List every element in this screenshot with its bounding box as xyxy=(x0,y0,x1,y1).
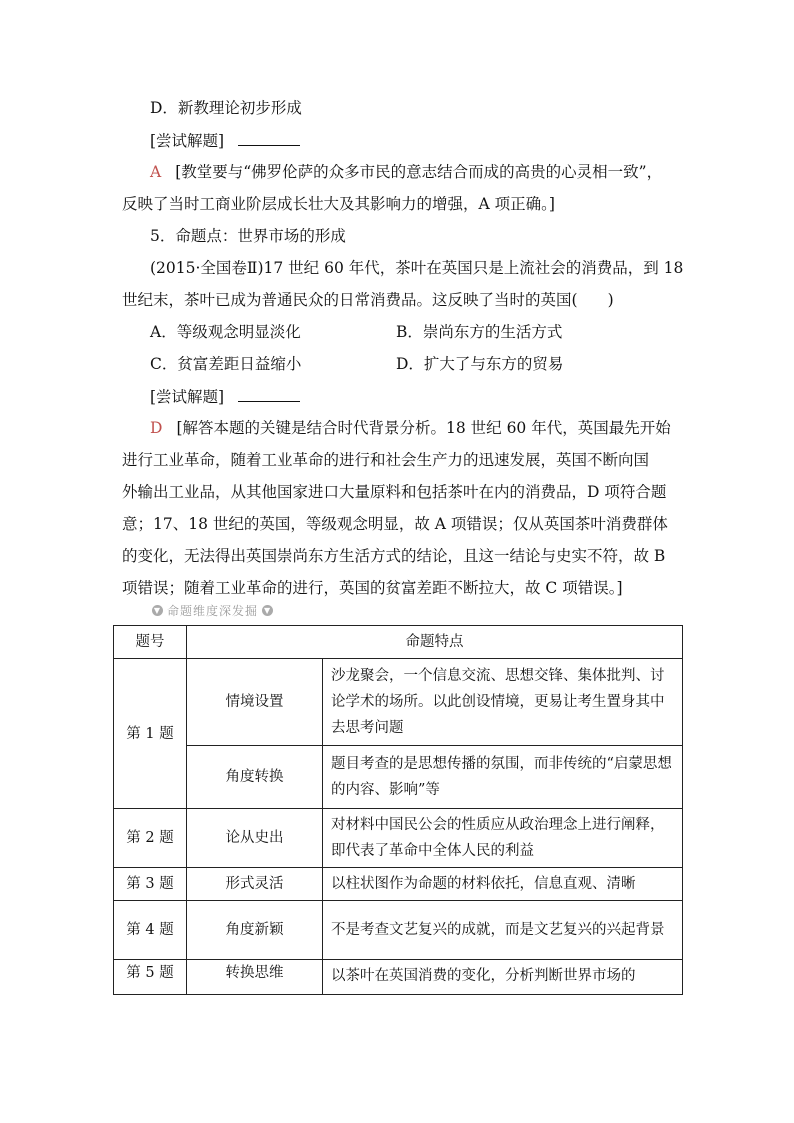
closing-bracket: ) xyxy=(607,291,614,309)
try-solve-text: [尝试解题] xyxy=(150,132,225,150)
explanation-text: [教堂要与“佛罗伦萨的众多市民的意志结合而成的高贵的心灵相一致”， xyxy=(175,163,663,181)
table-row xyxy=(114,901,683,960)
explanation-text: [解答本题的关键是结合时代背景分析。18 世纪 60 年代，英国最先开始 xyxy=(176,419,671,437)
explanation-line: 外输出工业品，从其他国家进口大量原料和包括茶叶在内的消费品，D 项符合题 xyxy=(122,483,667,501)
question-no-cell: 第 5 题 xyxy=(114,960,187,995)
category-cell: 论从史出 xyxy=(187,809,323,868)
table-row xyxy=(114,868,683,901)
question-no-cell: 第 2 题 xyxy=(114,809,187,868)
section-banner xyxy=(148,602,277,618)
explanation-line: 进行工业革命，随着工业革命的进行和社会生产力的迅速发展，英国不断向国 xyxy=(122,451,650,469)
explanation-line xyxy=(150,418,671,438)
table-header-row xyxy=(114,626,683,659)
question-no-cell: 第 1 题 xyxy=(114,659,187,809)
feature-table xyxy=(113,625,683,995)
answer-letter: D xyxy=(150,419,163,437)
explanation-line: 项错误；随着工业革命的进行，英国的贫富差距不断拉大，故 C 项错误。] xyxy=(122,579,623,597)
option-c: C．贫富差距日益缩小 xyxy=(150,355,302,373)
chevron-down-icon: ▼ xyxy=(263,605,272,615)
section-banner-text: 命题维度深发掘 xyxy=(167,603,259,618)
try-solve-text: [尝试解题] xyxy=(150,388,225,406)
header-cell-no: 题号 xyxy=(114,626,187,659)
category-cell: 情境设置 xyxy=(187,659,323,746)
description-cell: 题目考查的是思想传播的氛围，而非传统的“启蒙思想的内容、影响”等 xyxy=(323,746,683,809)
option-a: A．等级观念明显淡化 xyxy=(150,323,301,341)
question-heading: 5．命题点：世界市场的形成 xyxy=(150,227,346,245)
try-solve-label xyxy=(150,386,300,407)
explanation-line xyxy=(150,162,662,182)
table-row xyxy=(114,746,683,809)
option-b: B．崇尚东方的生活方式 xyxy=(396,323,563,341)
category-cell: 形式灵活 xyxy=(187,868,323,901)
question-no-cell: 第 4 题 xyxy=(114,901,187,960)
option-d-previous: D．新教理论初步形成 xyxy=(150,99,302,117)
category-cell: 转换思维 xyxy=(187,960,323,995)
question-stem xyxy=(122,290,614,310)
table-row xyxy=(114,960,683,995)
answer-letter: A xyxy=(150,163,162,181)
chevron-down-icon: ▼ xyxy=(153,605,162,615)
question-no-cell: 第 3 题 xyxy=(114,868,187,901)
description-cell: 沙龙聚会，一个信息交流、思想交锋、集体批判、讨论学术的场所。以此创设情境，更易让考生置身其中去思考问题 xyxy=(323,659,683,746)
description-cell: 不是考查文艺复兴的成就，而是文艺复兴的兴起背景 xyxy=(323,901,683,960)
description-cell: 以茶叶在英国消费的变化，分析判断世界市场的 xyxy=(323,960,683,995)
question-stem: (2015·全国卷Ⅱ)17 世纪 60 年代，茶叶在英国只是上流社会的消费品，到 18 xyxy=(150,259,684,277)
explanation-line: 的变化，无法得出英国崇尚东方生活方式的结论，且这一结论与史实不符，故 B xyxy=(122,547,666,565)
answer-blank xyxy=(238,130,300,146)
explanation-line: 反映了当时工商业阶层成长壮大及其影响力的增强，A 项正确。] xyxy=(122,195,555,213)
table-row xyxy=(114,659,683,746)
category-cell: 角度新颖 xyxy=(187,901,323,960)
option-d: D．扩大了与东方的贸易 xyxy=(396,355,564,373)
category-cell: 角度转换 xyxy=(187,746,323,809)
table-row xyxy=(114,809,683,868)
description-cell: 以柱状图作为命题的材料依托，信息直观、清晰 xyxy=(323,868,683,901)
header-cell-feature: 命题特点 xyxy=(187,626,683,659)
question-stem-text: 世纪末，茶叶已成为普通民众的日常消费品。这反映了当时的英国( xyxy=(122,291,578,309)
description-cell: 对材料中国民公会的性质应从政治理念上进行阐释，即代表了革命中全体人民的利益 xyxy=(323,809,683,868)
answer-blank xyxy=(238,386,300,402)
try-solve-label xyxy=(150,130,300,151)
explanation-line: 意；17、18 世纪的英国，等级观念明显，故 A 项错误；仅从英国茶叶消费群体 xyxy=(122,515,668,533)
